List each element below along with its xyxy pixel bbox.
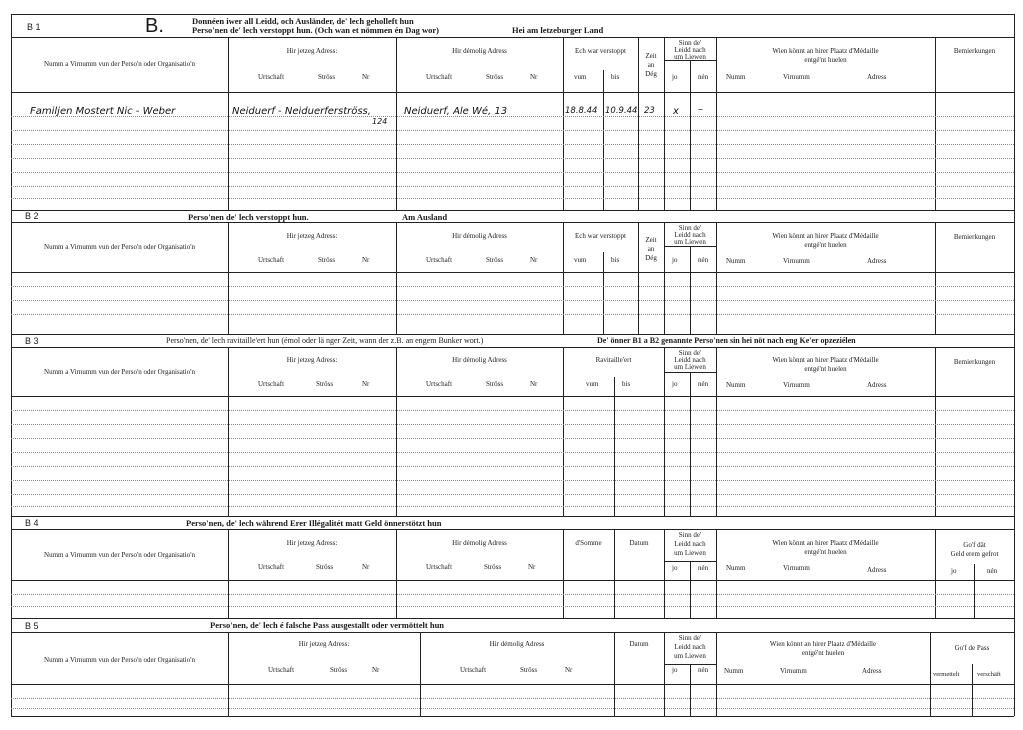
col-alive: Leidd nach — [674, 46, 706, 54]
sub-no: nén — [698, 256, 709, 264]
col-remarks: Bemierkungen — [953, 358, 996, 366]
section-note: De' önner B1 a B2 genannte Perso'nen sin hei nöt nach eng Ke'er opzeziélen — [597, 336, 856, 345]
sub-firstname: Virnumm — [783, 257, 810, 265]
col-previous-address: Hir démolig Adress — [452, 356, 507, 364]
entry-previous-address: Neiduerf, Ale Wé, 13 — [404, 106, 508, 117]
section-id: B 2 — [25, 211, 39, 221]
sub-address: Adress — [867, 566, 887, 574]
sub-street: Ströss — [484, 563, 502, 571]
col-alive: Sinn de' — [678, 39, 702, 47]
sub-locality: Urtschaft — [426, 256, 453, 264]
col-person-name: Numm a Virnumm vun der Perso'n oder Organisatio'n — [44, 60, 195, 68]
col-days: Dég — [645, 254, 657, 262]
col-medal: entgé'nt huelen — [804, 241, 847, 249]
sub-locality: Urtschaft — [268, 666, 295, 674]
col-person-name: Numm a Virnumm vun der Perso'n oder Organisatio'n — [44, 243, 195, 251]
section-title: Donnéen iwer all Leidd, och Ausländer, de' lech geholleft hun — [192, 16, 414, 26]
col-hidden: Ech war verstoppt — [575, 47, 626, 55]
col-medal: Wien könnt an hirer Plaatz d'Médaille — [769, 640, 877, 648]
sub-yes: jo — [672, 380, 678, 388]
sub-yes: jo — [951, 567, 957, 575]
col-current-address: Hir jetzeg Adress: — [298, 640, 350, 648]
col-days: an — [647, 61, 655, 69]
sub-no: nén — [698, 666, 709, 674]
entry-no: – — [698, 104, 703, 115]
col-current-address: Hir jetzeg Adress: — [286, 47, 338, 55]
sub-nr: Nr — [530, 73, 538, 81]
sub-locality: Urtschaft — [258, 563, 285, 571]
entry-current-address: Neiduerf - Neiduerferströss, — [232, 106, 371, 117]
col-money-returned: Geld erem gefrot — [950, 550, 999, 558]
col-alive: Sinn de' — [678, 349, 702, 357]
sub-no: nén — [698, 380, 709, 388]
sub-street: Ströss — [486, 380, 504, 388]
sub-nr: Nr — [565, 666, 573, 674]
col-previous-address: Hir démolig Adress — [452, 232, 507, 240]
sub-street: Ströss — [486, 73, 504, 81]
sub-street: Ströss — [486, 256, 504, 264]
col-alive: um Liewen — [674, 238, 706, 246]
entry-yes: x — [673, 106, 679, 117]
col-alive: Sinn de' — [678, 224, 702, 232]
sub-address: Adress — [867, 257, 887, 265]
sub-street: Ströss — [330, 666, 348, 674]
form-letter: B. — [145, 15, 164, 37]
col-medal: entgé'nt huelen — [804, 365, 847, 373]
col-remarks: Bemierkungen — [953, 233, 996, 241]
col-sum: d'Somme — [575, 539, 602, 547]
sub-street: Ströss — [316, 563, 334, 571]
col-days: Zeit — [645, 236, 657, 244]
section-subtitle: Perso'nen de' lech verstoppt hun. (Och wan et nömmen én Dag wor) — [192, 25, 439, 35]
sub-name: Numm — [724, 667, 744, 675]
col-remarks: Bemierkungen — [953, 47, 996, 55]
sub-street: Ströss — [318, 73, 336, 81]
col-alive: Sinn de' — [678, 634, 702, 642]
sub-yes: jo — [672, 666, 678, 674]
sub-firstname: Virnumm — [780, 667, 807, 675]
sub-from: vum — [586, 380, 599, 388]
section-location: Am Ausland — [402, 212, 448, 222]
sub-yes: jo — [672, 73, 678, 81]
entry-current-nr: 124 — [372, 117, 388, 126]
sub-street: Ströss — [316, 380, 334, 388]
col-current-address: Hir jetzeg Adress: — [286, 232, 338, 240]
section-id: B 1 — [27, 22, 41, 32]
col-person-name: Numm a Virnumm vun der Perso'n oder Organisatio'n — [44, 368, 195, 376]
sub-locality: Urtschaft — [426, 73, 453, 81]
sub-name: Numm — [726, 73, 746, 81]
sub-no: nén — [698, 564, 709, 572]
sub-locality: Urtschaft — [258, 256, 285, 264]
sub-nr: Nr — [372, 666, 380, 674]
entry-to: 10.9.44 — [605, 106, 638, 116]
col-ravitailleert: Ravitaille'ert — [595, 356, 632, 364]
col-date: Datum — [629, 539, 649, 547]
sub-locality: Urtschaft — [426, 563, 453, 571]
sub-street: Ströss — [520, 666, 538, 674]
section-location: Hei am letzeburger Land — [512, 25, 604, 35]
sub-locality: Urtschaft — [426, 380, 453, 388]
sub-street: Ströss — [318, 256, 336, 264]
col-pass: Go'f de Pass — [954, 644, 990, 652]
col-previous-address: Hir démolig Adress — [489, 640, 545, 648]
sub-firstname: Virnumm — [783, 564, 810, 572]
sub-from: vum — [574, 73, 587, 81]
section-title: Perso'nen, de' lech é falsche Pass ausgestallt oder vermöttelt hun — [210, 620, 445, 630]
col-medal: Wien könnt an hirer Plaatz d'Médaille — [772, 539, 879, 547]
col-alive: um Liewen — [674, 549, 706, 557]
sub-nr: Nr — [362, 380, 370, 388]
col-current-address: Hir jetzeg Adress: — [286, 356, 338, 364]
sub-address: Adress — [867, 73, 887, 81]
col-person-name: Numm a Virnumm vun der Perso'n oder Organisatio'n — [44, 551, 195, 559]
sub-name: Numm — [726, 564, 746, 572]
sub-nr: Nr — [530, 256, 538, 264]
entry-from: 18.8.44 — [565, 106, 598, 116]
col-alive: Leidd nach — [674, 540, 706, 548]
section-id: B 4 — [25, 518, 39, 528]
sub-address: Adress — [867, 381, 887, 389]
col-date: Datum — [629, 640, 649, 648]
sub-address: Adress — [862, 667, 882, 675]
sub-yes: jo — [672, 256, 678, 264]
sub-to: bis — [622, 380, 631, 388]
sub-nr: Nr — [530, 380, 538, 388]
sub-locality: Urtschaft — [460, 666, 487, 674]
col-alive: Leidd nach — [674, 356, 706, 364]
section-title: Perso'nen, de' lech ravitaille'ert hun (émol oder lä nger Zeit, wann der z.B. an engem Bunker wort.) — [166, 336, 484, 345]
sub-name: Numm — [726, 381, 746, 389]
col-previous-address: Hir démolig Adress — [452, 539, 507, 547]
col-alive: um Liewen — [674, 53, 706, 61]
col-medal: Wien könnt an hirer Plaatz d'Médaille — [772, 356, 879, 364]
col-alive: um Liewen — [674, 652, 706, 660]
sub-from: vum — [574, 256, 587, 264]
col-alive: Leidd nach — [674, 231, 706, 239]
sub-nr: Nr — [528, 563, 536, 571]
sub-to: bis — [611, 256, 620, 264]
sub-locality: Urtschaft — [258, 380, 285, 388]
col-alive: um Liewen — [674, 363, 706, 371]
sub-no: nén — [698, 73, 709, 81]
entry-person: Familjen Mostert Nic - Weber — [30, 106, 176, 117]
sub-nr: Nr — [362, 256, 370, 264]
section-title: Perso'nen, de' lech während Erer Illégalitét matt Geld önnerstötzt hun — [186, 518, 442, 528]
sub-firstname: Virnumm — [783, 381, 810, 389]
sub-to: bis — [611, 73, 620, 81]
sub-firstname: Virnumm — [783, 73, 810, 81]
col-days: Dég — [645, 70, 657, 78]
section-id: B 3 — [25, 336, 39, 346]
col-hidden: Ech war verstoppt — [575, 232, 626, 240]
sub-gifted: verschäft — [977, 671, 1001, 678]
col-previous-address: Hir démolig Adress — [452, 47, 507, 55]
sub-nr: Nr — [362, 563, 370, 571]
entry-days: 23 — [644, 106, 655, 116]
sub-name: Numm — [726, 257, 746, 265]
col-medal: Wien könnt an hirer Plaatz d'Médaille — [772, 232, 879, 240]
sub-no: nén — [987, 567, 998, 575]
col-person-name: Numm a Virnumm vun der Perso'n oder Organisatio'n — [44, 656, 195, 664]
col-current-address: Hir jetzeg Adress: — [286, 539, 338, 547]
col-medal: entgé'nt huelen — [801, 649, 845, 657]
col-medal: entgé'nt huelen — [804, 548, 847, 556]
col-days: an — [647, 245, 655, 253]
sub-nr: Nr — [362, 73, 370, 81]
col-medal: Wien könnt an hirer Plaatz d'Médaille — [772, 47, 879, 55]
sub-locality: Urtschaft — [258, 73, 285, 81]
section-id: B 5 — [25, 621, 39, 631]
col-days: Zeit — [645, 52, 657, 60]
col-money-returned: Go'f dät — [963, 541, 986, 549]
sub-mediated: vermettelt — [933, 671, 960, 678]
section-title: Perso'nen de' lech verstoppt hun. — [188, 212, 309, 222]
sub-yes: jo — [672, 564, 678, 572]
col-alive: Leidd nach — [674, 643, 706, 651]
col-alive: Sinn de' — [678, 531, 702, 539]
col-medal: entgé'nt huelen — [804, 56, 847, 64]
